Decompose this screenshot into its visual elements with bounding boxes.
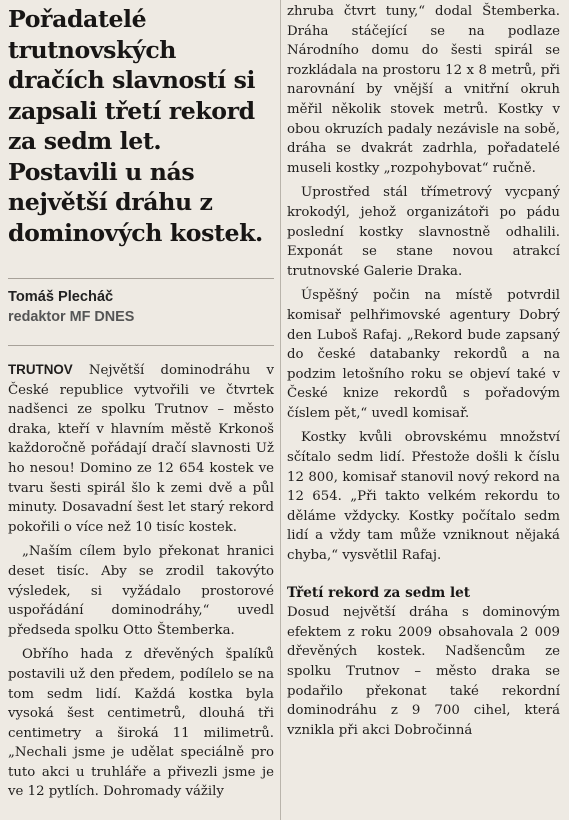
paragraph-6: Kostky kvůli obrovskému množství sčítalo sedm lidí. Přestože došli k číslu 12 800, komisař stanovil nový rekord na 12 654. „Při takto velkém rekordu to děláme vždycky. Kostky počítalo sedm lidí a vždy tam může vzniknout nějaká chyba,“ vysvětlil Rafaj. (287, 430, 560, 564)
paragraph-3-continued: zhruba čtvrt tuny,“ dodal Štemberka. Dráha stáčející se na podlaze Národního domu do šesti spirál se rozkládala na prostoru 12 x 8 metrů, při narovnání by vnější a vnitřní okruh měřil několik stovek metrů. Kostky v obou okruzích padaly nezávisle na sobě, dráha se dvakrát zadrhla, pořadatelé museli kostky „rozpohybovat“ ručně. (287, 4, 560, 176)
left-column (8, 0, 274, 802)
right-column (287, 0, 560, 740)
dateline: TRUTNOV (8, 362, 73, 377)
paragraph-lead (8, 360, 274, 537)
author-name: Tomáš Plecháč (8, 289, 114, 305)
column-divider (280, 0, 281, 820)
paragraph-2: „Naším cílem bylo překonat hranici deset tisíc. Aby se zrodil takovýto výsledek, si vyžádalo prostorové uspořádání dominodráhy,“ uvedl předseda spolku Otto Štemberka. (8, 544, 274, 638)
article-body-right (287, 2, 560, 740)
article-body-left (8, 360, 274, 802)
author-role: redaktor MF DNES (8, 309, 135, 325)
paragraph-3 (8, 645, 274, 802)
paragraph-1-text: Největší dominodráhu v České republice vytvořili ve čtvrtek nadšenci ze spolku Trutnov – město draka, kteří v hlavním městě Krkonoš každoročně pořádají dračí slavnosti Už ho nesou! Domino ze 12 654 kostek ve tvaru šesti spirál šlo k zemi dvě a půl minuty. Dosavadní šest let starý rekord pokořili o více než 10 tisíc kostek. (8, 363, 274, 535)
byline (8, 278, 274, 346)
subheading: Třetí rekord za sedm let (287, 584, 471, 601)
paragraph-4: Uprostřed stál třímetrový vycpaný krokodýl, jehož organizátoři po pádu poslední kostky slavnostně odhalili. Exponát se stane novou atrakcí trutnovské Galerie Draka. (287, 185, 560, 279)
byline-divider (8, 345, 274, 346)
paragraph-5: Úspěšný počin na místě potvrdil komisař pelhřimovské agentury Dobrý den Luboš Rafaj. „Rekord bude zapsaný do české databanky rekordů a na podzim letošního roku se objeví také v České knize rekordů s pořadovým číslem pět,“ uvedl komisař. (287, 288, 560, 421)
paragraph-3-text: Obřího hada z dřevěných špalíků postavili už den předem, podílelo se na tom sedm lidí. Každá kostka byla vysoká šest centimetrů, dlouhá tři centimetry a široká 11 milimetrů. „Nechali jsme je udělat speciálně pro tuto akci u truhláře a přivezli jsme je ve 12 pytlích. Dohromady vážily (8, 647, 274, 800)
paragraph-7: Dosud největší dráha s dominovým efektem z roku 2009 obsahovala 2 009 dřevěných kostek. Nadšencům ze spolku Trutnov – město draka se podařilo překonat také rekordní dominodráhu z 9 700 cihel, která vznikla při akci Dobročinná (287, 605, 560, 738)
headline: Pořadatelé trutnovských dračích slavností si zapsali třetí rekord za sedm let. Postavili u nás největší dráhu z dominových kostek. (8, 5, 263, 247)
